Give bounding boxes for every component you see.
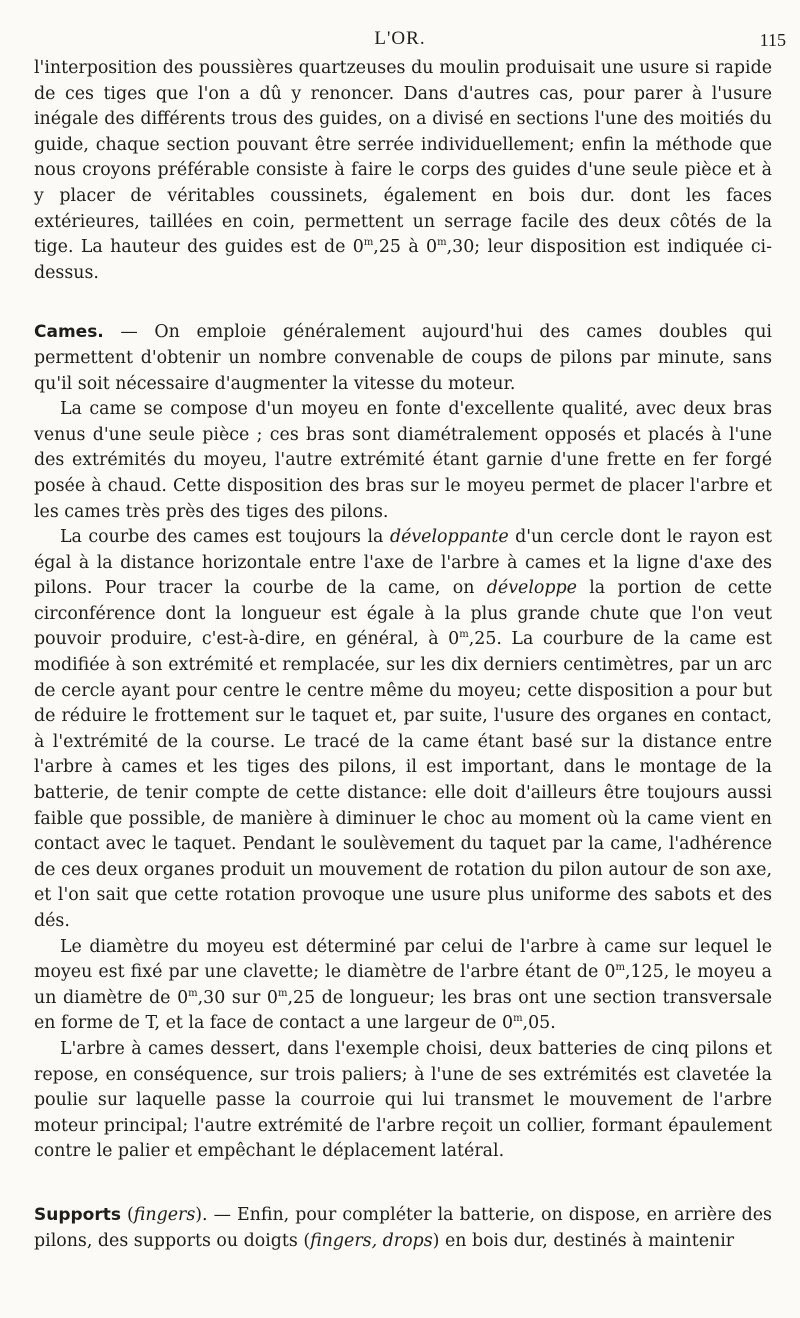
text-run: — On emploie généralement aujourd'hui des cames doubles qui permettent d'obtenir un nombre convenable de coups de pilons par minute, sans qu'il soit nécessaire d'augmenter la vitesse du moteur. [34, 322, 772, 394]
unit-superscript: m [363, 237, 374, 249]
text-run: La came se compose d'un moyeu en fonte d'excellente qualité, avec deux bras venus d'une seule pièce ; ces bras sont diamétralement opposés et placés à l'une des extrémités du moyeu, l'autre extrémité étant garnie d'une frette en fer forgé posée à chaud. Cette disposition des bras sur le moyeu permet de placer l'arbre et les cames très près des tiges des pilons. [34, 399, 772, 522]
text-run: ) en bois dur, destinés à maintenir [432, 1230, 735, 1251]
page-number: 115 [759, 30, 786, 50]
text-run: la portion de cette circonférence dont la longueur est égale à la plus grande chute que l'on veut pouvoir produire, c'est-à-dire, en général, à 0 [34, 578, 772, 650]
italic-term: développante [389, 527, 509, 548]
paragraph-guides [34, 56, 772, 286]
text-run: ,30; leur disposition est indiquée ci-dessus. [34, 237, 772, 283]
text-run: ,05. [522, 1013, 556, 1034]
text-run: L'arbre à cames dessert, dans l'exemple choisi, deux batteries de cinq pilons et repose, en conséquence, sur trois paliers; à l'une de ses extrémités est clavetée la poulie sur laquelle passe la courroie qui lui transmet le mouvement de l'arbre moteur principal; l'autre extrémité de l'arbre reçoit un collier, formant épaulement contre le palier et empêchant le déplacement latéral. [34, 1038, 772, 1162]
text-run: ,25 de longueur; les bras ont une section transversale en forme de T, et la face de contact a une largeur de 0 [34, 987, 773, 1034]
text-run: ). — Enfin, pour compléter la batterie, on dispose, en arrière des pilons, des supports ou doigts ( [34, 1204, 772, 1251]
paragraph-camshaft [34, 1037, 772, 1165]
paragraph-came-composition [34, 397, 772, 525]
unit-superscript: m [437, 237, 447, 249]
italic-term: développe [486, 578, 577, 599]
italic-term: fingers, drops [310, 1230, 433, 1251]
paragraph-supports [34, 1203, 772, 1254]
text-run: ,30 sur 0 [197, 987, 278, 1008]
text-run: d'un cercle dont le rayon est égal à la distance horizontale entre l'axe de l'arbre à cames et la ligne d'axe des pilons. Pour tracer la courbe de la came, on [34, 527, 772, 599]
paragraph-hub-diameter [34, 935, 772, 1037]
section-heading-cames: Cames. [34, 322, 104, 343]
text-run: La courbe des cames est toujours la [60, 527, 390, 548]
section-heading-supports: Supports [34, 1204, 121, 1225]
running-title: L'OR. [374, 28, 426, 49]
page-body [34, 56, 772, 1254]
text-run: ,25 à 0 [373, 237, 438, 258]
unit-superscript: m [278, 987, 288, 999]
running-header [0, 28, 800, 54]
text-run: ( [121, 1204, 134, 1225]
paragraph-came-curve [34, 525, 772, 935]
text-run: l'interposition des poussières quartzeuses du moulin produisait une usure si rapide de ces tiges que l'on a dû y renoncer. Dans d'autres cas, pour parer à l'usure inégale des différents trous des guides, on a divisé en sections l'une des moitiés du guide, chaque section pouvant être serrée individuellement; enfin la méthode que nous croyons préférable consiste à faire le corps des guides d'une seule pièce et à y placer de véritables coussinets, également en bois dur. dont les faces extérieures, taillées en coin, permettent un serrage facile des deux côtés de la tige. La hauteur des guides est de 0 [34, 58, 772, 258]
text-run: Le diamètre du moyeu est déterminé par celui de l'arbre à came sur lequel le moyeu est fixé par une clavette; le diamètre de l'arbre étant de 0 [34, 936, 772, 983]
unit-superscript: m [513, 1013, 523, 1025]
text-run: ,25. La courbure de la came est modifiée à son extrémité et remplacée, sur les dix derniers centimètres, par un arc de cercle ayant pour centre le centre même du moyeu; cette disposition a pour but de réduire le frottement sur le taquet et, par suite, l'usure des organes en contact, à l'extrémité de la course. Le tracé de la came étant basé sur la distance entre l'arbre à cames et les tiges des pilons, il est important, dans le montage de la batterie, de tenir compte de cette distance: elle doit d'ailleurs être toujours aussi faible que possible, de manière à diminuer le choc au moment où la came vient en contact avec le taquet. Pendant le soulèvement du taquet par la came, l'adhérence de ces deux organes produit un mouvement de rotation du pilon autour de son axe, et l'on sait que cette rotation provoque une usure plus uniforme des sabots et des dés. [34, 629, 772, 931]
paragraph-cames-intro [34, 320, 772, 397]
unit-superscript: m [459, 629, 469, 641]
unit-superscript: m [188, 987, 198, 999]
unit-superscript: m [615, 962, 625, 974]
text-run: ,125, le moyeu a un diamètre de 0 [34, 962, 772, 1008]
italic-term: fingers [133, 1204, 196, 1225]
